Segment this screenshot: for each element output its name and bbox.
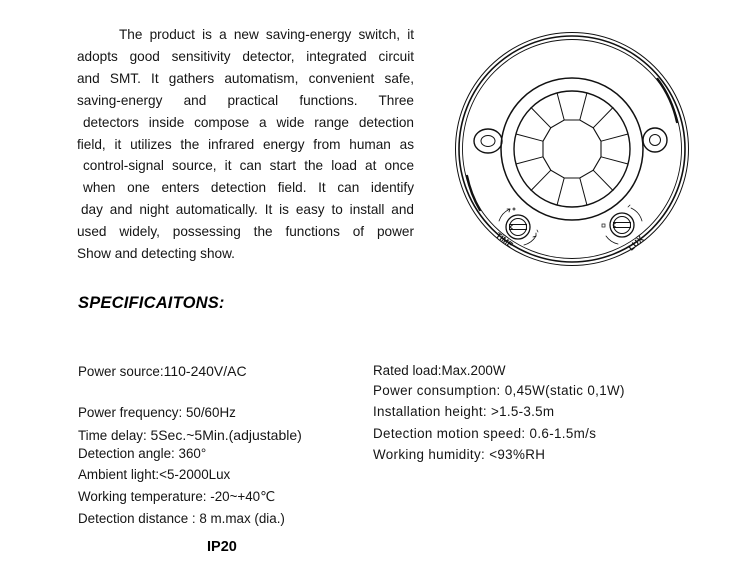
svg-text:TIME: TIME — [494, 230, 515, 250]
spec-label: Power consumption: — [373, 383, 505, 398]
svg-text:LUX: LUX — [626, 233, 646, 253]
description-line: adopts good sensitivity detector, integrated circuit — [77, 48, 414, 64]
spec-value: <5-2000Lux — [159, 467, 231, 482]
spec-label: Power source: — [78, 364, 164, 379]
description-line: used widely, possessing the functions of power — [77, 224, 414, 240]
spec-power-consumption — [373, 383, 625, 398]
spec-value: 110-240V/AC — [163, 363, 247, 379]
description-line: Show and detecting show. — [77, 246, 235, 262]
spec-label: Rated load: — [373, 363, 442, 378]
spec-working-temperature — [78, 489, 275, 505]
spec-label: Detection angle: — [78, 446, 179, 461]
spec-detection-motion-speed — [373, 426, 596, 441]
spec-detection-distance — [78, 511, 285, 526]
description-line: field, it utilizes the infrared energy from human as — [77, 136, 414, 152]
time-knob-icon — [494, 208, 538, 250]
spec-label: Working humidity: — [373, 447, 490, 462]
fresnel-lens-center — [543, 120, 601, 178]
description-line: when one enters detection field. It can identify — [83, 180, 414, 196]
spec-label: Ambient light: — [78, 467, 160, 482]
spec-value: 360° — [178, 446, 207, 461]
description-line: day and night automatically. It is easy to install and — [81, 202, 414, 218]
protection-rating: IP20 — [207, 539, 237, 555]
spec-detection-angle — [78, 446, 206, 461]
spec-label: Power frequency: — [78, 405, 186, 420]
spec-value: <93%RH — [489, 447, 546, 462]
left-mount-hole-icon — [474, 129, 502, 153]
spec-value: 0,45W(static 0,1W) — [504, 383, 625, 398]
spec-installation-height — [373, 404, 554, 419]
spec-rated-load — [373, 363, 506, 378]
spec-power-source — [78, 363, 247, 379]
specifications-heading: SPECIFICAITONS: — [78, 294, 225, 312]
description-line: control-signal source, it can start the load at once — [83, 158, 414, 174]
spec-value: Max.200W — [441, 363, 506, 378]
spec-working-humidity — [373, 447, 545, 462]
spec-ambient-light — [78, 467, 230, 482]
spec-value: -20~+40℃ — [210, 489, 276, 504]
spec-label: Time delay: — [78, 428, 151, 443]
description-line: saving-energy and practical functions. Three — [77, 92, 414, 108]
spec-label: Detection motion speed: — [373, 426, 530, 441]
description-line: The product is a new saving-energy switch, it — [119, 27, 414, 42]
spec-value: 50/60Hz — [185, 405, 236, 420]
spec-value: 5Sec.~5Min.(adjustable) — [150, 427, 302, 443]
spec-time-delay — [78, 427, 302, 443]
product-description — [77, 24, 414, 265]
description-line: detectors inside compose a wide range detection — [83, 114, 414, 130]
spec-value: 8 m.max (dia.) — [199, 511, 285, 526]
spec-value: 0.6-1.5m/s — [529, 426, 597, 441]
description-line: and SMT. It gathers automatism, convenient safe, — [77, 70, 414, 86]
spec-label: Installation height: — [373, 404, 491, 419]
spec-label: Detection distance : — [78, 511, 200, 526]
motion-sensor-drawing — [450, 28, 694, 272]
spec-power-frequency — [78, 405, 236, 420]
right-mount-hole-icon — [643, 128, 667, 152]
spec-value: >1.5-3.5m — [490, 404, 555, 419]
spec-label: Working temperature: — [78, 489, 211, 504]
